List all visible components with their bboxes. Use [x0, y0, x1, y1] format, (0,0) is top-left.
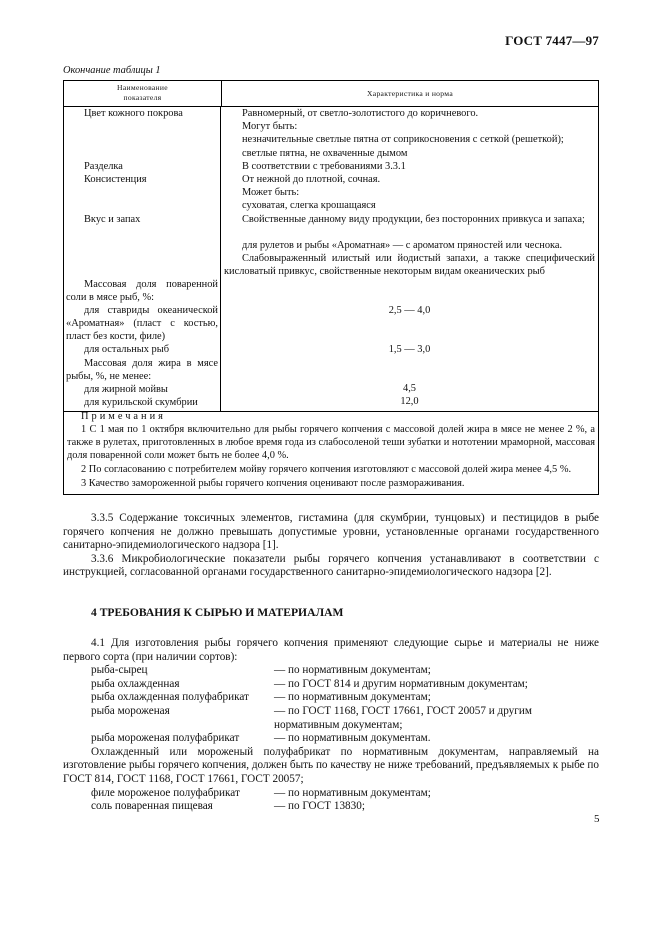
material-name: рыба-сырец: [91, 664, 148, 677]
row-value: От нежной до плотной, сочная.: [242, 173, 381, 185]
material-ref: — по нормативным документам;: [274, 786, 431, 799]
row-value: для рулетов и рыбы «Ароматная» — с ароматом пряностей или чеснока.: [242, 239, 563, 251]
row-name: Разделка: [84, 160, 123, 172]
material-item: [63, 787, 599, 801]
material-ref: — по нормативным документам;: [274, 664, 431, 677]
table-body: [64, 107, 598, 411]
material-name: соль поваренная пищевая: [91, 800, 213, 813]
row-value: 4,5: [403, 382, 416, 394]
material-ref: — по ГОСТ 1168, ГОСТ 17661, ГОСТ 20057 и другим нормативным документам;: [274, 704, 532, 731]
column-header-indicator: [64, 81, 222, 106]
row-name: Массовая доля жира в мясе рыбы, %, не менее:: [66, 357, 218, 382]
row-value: светлые пятна, не охваченные дымом: [242, 147, 408, 159]
material-item: [63, 678, 599, 692]
table-notes: [63, 408, 599, 495]
row-value: Слабовыраженный илистый или йодистый запахи, а также специфический кисловатый привкус, свойственные некоторым видам океанических рыб: [224, 252, 595, 277]
document-code: ГОСТ 7447—97: [505, 33, 599, 48]
row-value: Может быть:: [242, 187, 300, 199]
clause-3-3-5: [63, 512, 599, 580]
column-header-line: Наименование: [117, 83, 168, 92]
material-ref: — по ГОСТ 13830;: [274, 800, 365, 813]
row-name: для курильской скумбрии: [84, 396, 198, 408]
material-item: [63, 800, 599, 814]
section-4-body: [63, 637, 599, 814]
material-item: [63, 664, 599, 678]
section-title: 4 ТРЕБОВАНИЯ К СЫРЬЮ И МАТЕРИАЛАМ: [91, 606, 344, 619]
material-name: филе мороженое полуфабрикат: [91, 786, 240, 799]
material-name: рыба охлажденная: [91, 677, 180, 690]
row-name: Массовая доля поваренной соли в мясе рыб, %:: [66, 279, 218, 304]
material-item: [63, 732, 599, 746]
note-item: 3 Качество замороженной рыбы горячего копчения оценивают после размораживания.: [81, 478, 465, 489]
row-value: Равномерный, от светло-золотистого до коричневого.: [242, 108, 479, 119]
column-header-norm: Характеристика и норма: [367, 89, 453, 98]
material-name: рыба мороженая: [91, 704, 170, 717]
row-name: для ставриды океанической «Ароматная» (пласт с костью, пласт без кости, филе): [66, 305, 218, 343]
paragraph: 3.3.6 Микробиологические показатели рыбы горячего копчения устанавливают в соответствии с инструкцией, согласованной органами государственного санитарно-эпидемиологического надзора [2].: [63, 552, 599, 579]
material-ref: — по ГОСТ 814 и другим нормативным документам;: [274, 677, 528, 690]
norm-column: [221, 107, 598, 411]
row-value: 1,5 — 3,0: [388, 343, 431, 355]
characteristics-table: [63, 80, 599, 412]
page-number: 5: [594, 813, 600, 825]
note-item: 2 По согласованию с потребителем мойву горячего копчения изготовляют с массовой долей жира менее 4,5 %.: [81, 464, 572, 475]
material-item: [63, 705, 599, 732]
note-item: 1 С 1 мая по 1 октября включительно для рыбы горячего копчения с массовой долей жира в мясе не менее 2 %, а также в рулетах, приготовленных в любое время года из слабосоленой теши зубатки и нототении мраморной, массовая доля поваренной соли может быть не более 4,0 %.: [67, 424, 595, 461]
notes-title: Примечания: [81, 411, 166, 422]
row-name: Вкус и запах: [84, 213, 141, 225]
row-name: для жирной мойвы: [84, 383, 168, 395]
material-name: рыба мороженая полуфабрикат: [91, 732, 240, 745]
row-value: Свойственные данному виду продукции, без посторонних привкуса и запаха;: [242, 213, 585, 225]
paragraph: Охлажденный или мороженый полуфабрикат по нормативным документам, направляемый на изготовление рыбы горячего копчения, должен быть по качеству не ниже требований, предъявляемых к рыбе по ГОСТ 814, ГОСТ 1168, ГОСТ 17661, ГОСТ 20057;: [63, 745, 599, 785]
table-header: [64, 81, 598, 107]
row-name: для остальных рыб: [84, 344, 170, 356]
row-value: суховатая, слегка крошащаяся: [242, 200, 376, 212]
column-header-line: показателя: [123, 92, 162, 102]
row-value: 2,5 — 4,0: [388, 304, 431, 316]
table-caption: Окончание таблицы 1: [63, 65, 161, 76]
row-value: незначительные светлые пятна от соприкосновения с сеткой (решеткой);: [242, 134, 564, 146]
row-value: 12,0: [400, 396, 419, 408]
paragraph: 4.1 Для изготовления рыбы горячего копчения применяют следующие сырье и материалы не ниже первого сорта (при наличии сортов):: [63, 637, 599, 663]
material-name: рыба охлажденная полуфабрикат: [91, 691, 249, 704]
row-value: В соответствии с требованиями 3.3.1: [242, 160, 406, 172]
row-name: Цвет кожного покрова: [84, 108, 183, 119]
material-ref: — по нормативным документам;: [274, 691, 431, 704]
paragraph: 3.3.5 Содержание токсичных элементов, гистамина (для скумбрии, тунцовых) и пестицидов в рыбе горячего копчения не должно превышать допустимые уровни, установленные органами государственного санитарно-эпидемиологического надзора [1].: [63, 512, 599, 552]
material-item: [63, 691, 599, 705]
row-value: Могут быть:: [242, 121, 298, 133]
indicator-column: [64, 107, 221, 411]
material-ref: — по нормативным документам.: [274, 732, 431, 745]
row-name: Консистенция: [84, 173, 147, 185]
